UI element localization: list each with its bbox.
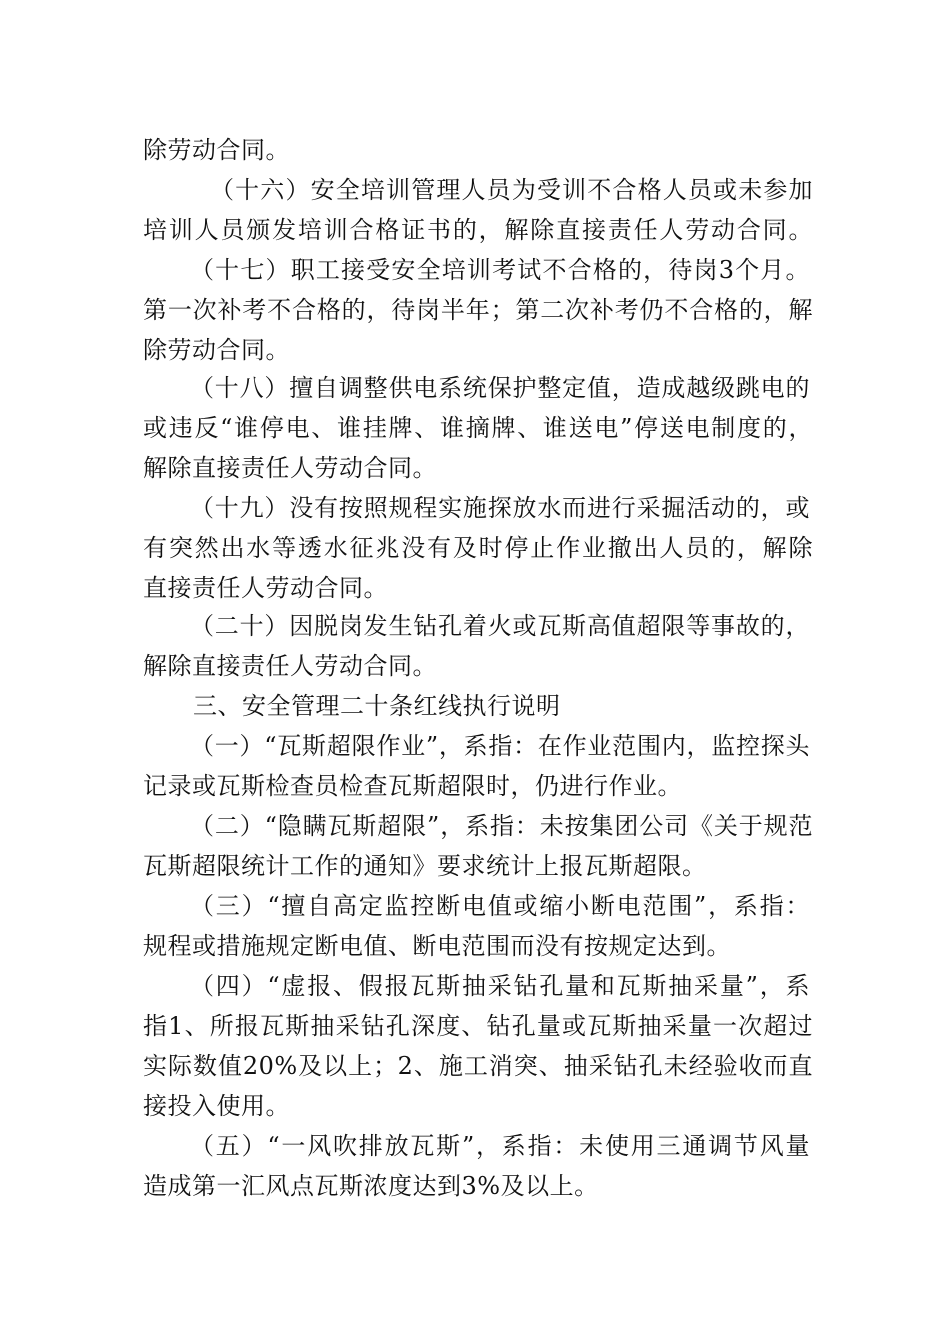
text-line: （十九）没有按照规程实施探放水而进行采掘活动的，或: [190, 494, 810, 522]
text-line: （二）“隐瞒瓦斯超限”，系指：未按集团公司《关于规范: [190, 812, 813, 840]
text-line: （三）“擅自高定监控断电值或缩小断电范围”，系指：: [190, 892, 810, 920]
text-line: 第一次补考不合格的，待岗半年；第二次补考仍不合格的，解: [143, 296, 813, 324]
text-line: 造成第一汇风点瓦斯浓度达到3%及以上。: [143, 1172, 599, 1200]
text-line: 规程或措施规定断电值、断电范围而没有按规定达到。: [143, 932, 731, 960]
text-line: 或违反“谁停电、谁挂牌、谁摘牌、谁送电”停送电制度的，: [143, 414, 813, 442]
text-line: 培训人员颁发培训合格证书的，解除直接责任人劳动合同。: [143, 216, 813, 244]
text-line: 除劳动合同。: [143, 136, 290, 164]
text-line: 有突然出水等透水征兆没有及时停止作业撤出人员的，解除: [143, 534, 813, 562]
text-line: 解除直接责任人劳动合同。: [143, 454, 437, 482]
text-line: （十八）擅自调整供电系统保护整定值，造成越级跳电的: [190, 374, 810, 402]
text-line: 除劳动合同。: [143, 336, 290, 364]
text-line: 瓦斯超限统计工作的通知》要求统计上报瓦斯超限。: [143, 852, 707, 880]
text-line: 解除直接责任人劳动合同。: [143, 652, 437, 680]
text-line: （一）“瓦斯超限作业”，系指：在作业范围内，监控探头: [190, 732, 810, 760]
text-line: （十六）安全培训管理人员为受训不合格人员或未参加: [210, 176, 813, 204]
text-line: （四）“虚报、假报瓦斯抽采钻孔量和瓦斯抽采量”，系: [190, 972, 810, 1000]
text-line: 指1、所报瓦斯抽采钻孔深度、钻孔量或瓦斯抽采量一次超过: [143, 1012, 813, 1040]
text-line: （十七）职工接受安全培训考试不合格的，待岗3个月。: [190, 256, 810, 284]
section-heading: 三、安全管理二十条红线执行说明: [193, 692, 561, 720]
text-line: （五）“一风吹排放瓦斯”，系指：未使用三通调节风量: [190, 1132, 810, 1160]
text-line: （二十）因脱岗发生钻孔着火或瓦斯高值超限等事故的，: [190, 612, 810, 640]
text-line: 直接责任人劳动合同。: [143, 574, 388, 602]
text-line: 实际数值20%及以上；2、施工消突、抽采钻孔未经验收而直: [143, 1052, 813, 1080]
text-line: 记录或瓦斯检查员检查瓦斯超限时，仍进行作业。: [143, 772, 682, 800]
text-line: 接投入使用。: [143, 1092, 290, 1120]
